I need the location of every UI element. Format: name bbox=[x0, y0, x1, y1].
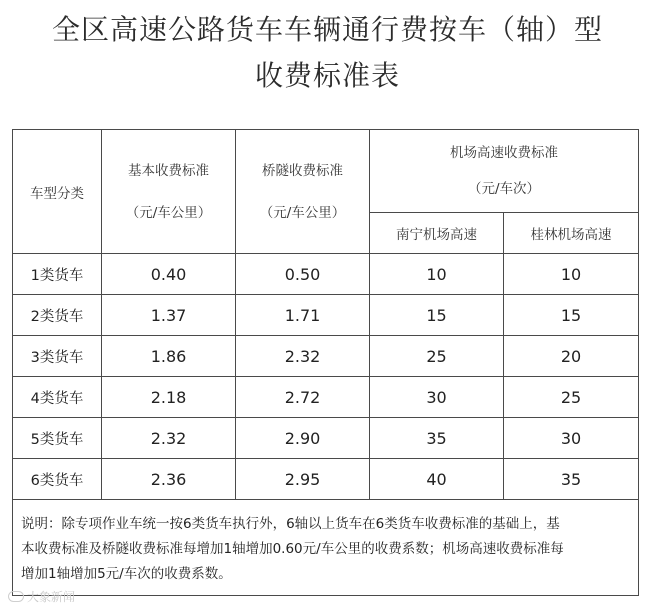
table-row bbox=[13, 418, 639, 459]
watermark-logo-icon bbox=[8, 591, 24, 602]
nanning-fee-cell: 10 bbox=[370, 254, 504, 295]
header-guilin-airport bbox=[504, 213, 639, 254]
bridge-fee-cell: 2.72 bbox=[236, 377, 370, 418]
note-line-3: 增加1轴增加5元/车次的收费系数。 bbox=[21, 566, 232, 582]
basic-fee-cell: 1.37 bbox=[102, 295, 236, 336]
header-airport-fee-label: 机场高速收费标准 bbox=[450, 145, 558, 161]
bridge-fee-cell: 2.90 bbox=[236, 418, 370, 459]
note-line-1: 说明：除专项作业车统一按6类货车执行外，6轴以上货车在6类货车收费标准的基础上，基 bbox=[21, 516, 560, 532]
bridge-fee-cell: 2.95 bbox=[236, 459, 370, 500]
vehicle-type-cell: 3类货车 bbox=[13, 336, 102, 377]
nanning-fee-cell: 25 bbox=[370, 336, 504, 377]
table-row bbox=[13, 336, 639, 377]
nanning-fee-cell: 40 bbox=[370, 459, 504, 500]
guilin-fee-cell: 30 bbox=[504, 418, 639, 459]
header-nanning-airport-label: 南宁机场高速 bbox=[396, 227, 477, 243]
watermark-text: 大象新闻 bbox=[27, 590, 76, 604]
guilin-fee-cell: 10 bbox=[504, 254, 639, 295]
basic-fee-cell: 2.32 bbox=[102, 418, 236, 459]
header-vehicle-type-label: 车型分类 bbox=[30, 185, 84, 202]
header-bridge-fee bbox=[236, 130, 370, 254]
header-airport-fee-unit: （元/车次） bbox=[467, 181, 541, 197]
header-basic-fee-unit: （元/车公里） bbox=[125, 204, 212, 221]
table-row bbox=[13, 459, 639, 500]
table-row bbox=[13, 254, 639, 295]
header-bridge-fee-label: 桥隧收费标准 bbox=[262, 162, 343, 179]
header-basic-fee-label: 基本收费标准 bbox=[128, 162, 209, 179]
header-airport-fee bbox=[370, 130, 639, 213]
guilin-fee-cell: 15 bbox=[504, 295, 639, 336]
nanning-fee-cell: 15 bbox=[370, 295, 504, 336]
vehicle-type-cell: 5类货车 bbox=[13, 418, 102, 459]
table-row bbox=[13, 295, 639, 336]
vehicle-type-cell: 4类货车 bbox=[13, 377, 102, 418]
note-row bbox=[13, 500, 639, 596]
nanning-fee-cell: 30 bbox=[370, 377, 504, 418]
header-bridge-fee-unit: （元/车公里） bbox=[259, 204, 346, 221]
bridge-fee-cell: 0.50 bbox=[236, 254, 370, 295]
header-nanning-airport bbox=[370, 213, 504, 254]
vehicle-type-cell: 2类货车 bbox=[13, 295, 102, 336]
bridge-fee-cell: 2.32 bbox=[236, 336, 370, 377]
watermark bbox=[8, 588, 75, 605]
nanning-fee-cell: 35 bbox=[370, 418, 504, 459]
basic-fee-cell: 2.18 bbox=[102, 377, 236, 418]
document-title-line1: 全区高速公路货车车辆通行费按车（轴）型 bbox=[51, 13, 603, 46]
header-vehicle-type bbox=[13, 130, 102, 254]
vehicle-type-cell: 6类货车 bbox=[13, 459, 102, 500]
note-cell bbox=[13, 500, 639, 596]
header-guilin-airport-label: 桂林机场高速 bbox=[530, 227, 612, 243]
basic-fee-cell: 0.40 bbox=[102, 254, 236, 295]
fee-standard-table bbox=[12, 129, 639, 596]
guilin-fee-cell: 20 bbox=[504, 336, 639, 377]
document-title-line2: 收费标准表 bbox=[254, 59, 400, 92]
vehicle-type-cell: 1类货车 bbox=[13, 254, 102, 295]
note-line-2: 本收费标准及桥隧收费标准每增加1轴增加0.60元/车公里的收费系数；机场高速收费标准每 bbox=[21, 541, 564, 557]
table-row bbox=[13, 377, 639, 418]
header-basic-fee bbox=[102, 130, 236, 254]
guilin-fee-cell: 25 bbox=[504, 377, 639, 418]
basic-fee-cell: 2.36 bbox=[102, 459, 236, 500]
guilin-fee-cell: 35 bbox=[504, 459, 639, 500]
bridge-fee-cell: 1.71 bbox=[236, 295, 370, 336]
basic-fee-cell: 1.86 bbox=[102, 336, 236, 377]
